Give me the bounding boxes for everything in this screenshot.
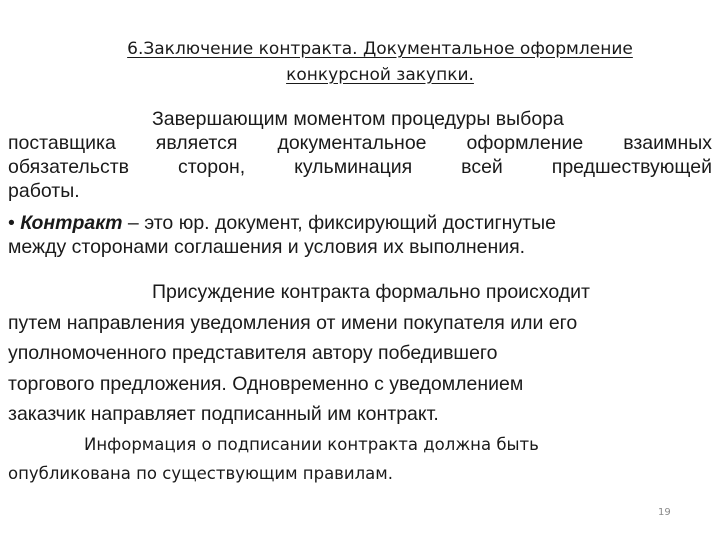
title-line-1: 6.Заключение контракта. Документальное оформление <box>127 39 633 59</box>
paragraph-line: обязательств сторон, кульминация всей предшествующей <box>8 156 712 178</box>
paragraph-line: Завершающим моментом процедуры выбора <box>152 108 564 130</box>
term-contract: Контракт <box>20 212 123 234</box>
paragraph-completion <box>8 107 712 203</box>
definition-text: – это юр. документ, фиксирующий достигнутые <box>122 212 556 234</box>
paragraph-line <box>8 211 712 235</box>
paragraph-award <box>8 277 712 430</box>
paragraph-line: поставщика является документальное оформление взаимных <box>8 132 712 154</box>
paragraph-line: торгового предложения. Одновременно с уведомлением <box>8 372 524 395</box>
paragraph-line: уполномоченного представителя автору победившего <box>8 342 498 364</box>
paragraph-publication <box>8 430 712 488</box>
paragraph-contract-definition <box>8 211 712 259</box>
page-number: 19 <box>658 507 671 518</box>
paragraph-line: между сторонами соглашения и условия их выполнения. <box>8 236 526 258</box>
slide-title <box>60 36 700 88</box>
paragraph-line: Присуждение контракта формально происходит <box>152 281 590 303</box>
title-line-2: конкурсной закупки. <box>286 65 474 85</box>
paragraph-line: заказчик направляет подписанный им контракт. <box>8 403 439 425</box>
bullet-icon: • <box>8 212 15 234</box>
paragraph-line: путем направления уведомления от имени покупателя или его <box>8 311 578 334</box>
paragraph-line: опубликована по существующим правилам. <box>8 464 393 483</box>
paragraph-line: работы. <box>8 180 80 202</box>
paragraph-line: Информация о подписании контракта должна быть <box>84 435 539 454</box>
